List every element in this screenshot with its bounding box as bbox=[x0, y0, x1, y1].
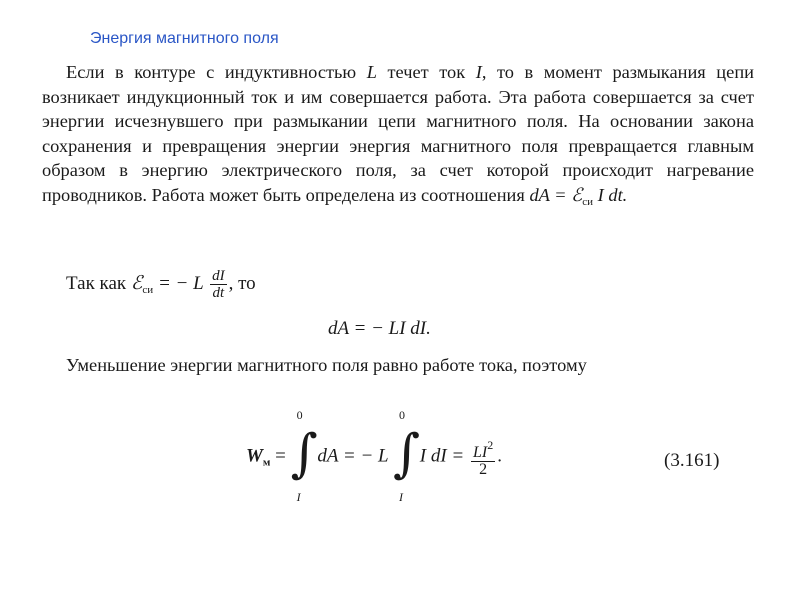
equation-3-161 bbox=[246, 408, 502, 504]
inline-formula: dA = ℰ bbox=[529, 184, 583, 205]
equation-dA-text: dA = − LI dI. bbox=[328, 318, 431, 339]
since-suffix: , то bbox=[228, 272, 256, 294]
inline-formula-tail: I dt. bbox=[593, 184, 628, 205]
dI-dt-fraction bbox=[210, 268, 227, 301]
paragraph-intro-text-b: течет ток bbox=[376, 62, 476, 82]
integral-1-lower: I bbox=[296, 490, 301, 504]
term2: I dI = bbox=[415, 445, 469, 467]
symbol-L: L bbox=[366, 62, 377, 82]
w-symbol: W bbox=[246, 445, 263, 467]
integral-1-sign: ∫ bbox=[290, 424, 318, 484]
since-mid: = − L bbox=[153, 272, 209, 294]
integral-2-lower: I bbox=[399, 490, 404, 504]
fraction-denominator: 2 bbox=[479, 460, 488, 478]
paragraph-conclusion-text: Уменьшение энергии магнитного поля равно работе тока, поэтому bbox=[66, 355, 587, 375]
since-prefix: Так как bbox=[66, 272, 131, 294]
fraction-numerator: LI bbox=[473, 443, 488, 461]
symbol-I: I bbox=[475, 62, 482, 82]
equation-dA bbox=[328, 318, 431, 340]
w-subscript: м bbox=[262, 456, 271, 469]
slide-title: Энергия магнитного поля bbox=[90, 30, 279, 47]
equation-end: . bbox=[497, 445, 502, 467]
term1: dA = − L bbox=[312, 445, 394, 467]
inline-formula-subscript: си bbox=[582, 195, 594, 208]
fraction-numerator: dI bbox=[212, 268, 225, 284]
equals-sign: = bbox=[270, 445, 291, 467]
emf-subscript: си bbox=[142, 283, 154, 296]
equation-number-text: (3.161) bbox=[664, 450, 720, 471]
integral-2-sign: ∫ bbox=[393, 424, 421, 484]
paragraph-intro-text-a: Если в контуре с индуктивностью bbox=[66, 62, 367, 82]
integral-1-upper: 0 bbox=[296, 408, 303, 422]
paragraph-conclusion bbox=[42, 353, 754, 378]
integral-2-upper: 0 bbox=[399, 408, 406, 422]
emf-symbol: ℰ bbox=[130, 272, 143, 294]
fraction-denominator: dt bbox=[212, 285, 225, 301]
since-line bbox=[66, 268, 256, 301]
paragraph-intro bbox=[42, 60, 754, 214]
integral-1 bbox=[290, 408, 318, 504]
paragraph-intro-text-c: , то в момент размыкания цепи возникает индукционный ток и им совершается работа. Эта работа совершается за счет энергии исчезнувшего при размыкании цепи магнитного поля. На основании закона сохранения и превращения энергии энергия магнитного поля превращается главным образом в энергию электрического поля, за счет которой происходит нагревание проводников. Работа может быть определена из соотношения bbox=[42, 62, 754, 205]
LI2-over-2-fraction bbox=[471, 437, 495, 478]
equation-number bbox=[664, 450, 719, 472]
fraction-numerator-exponent: 2 bbox=[487, 437, 494, 452]
integral-2 bbox=[393, 408, 421, 504]
